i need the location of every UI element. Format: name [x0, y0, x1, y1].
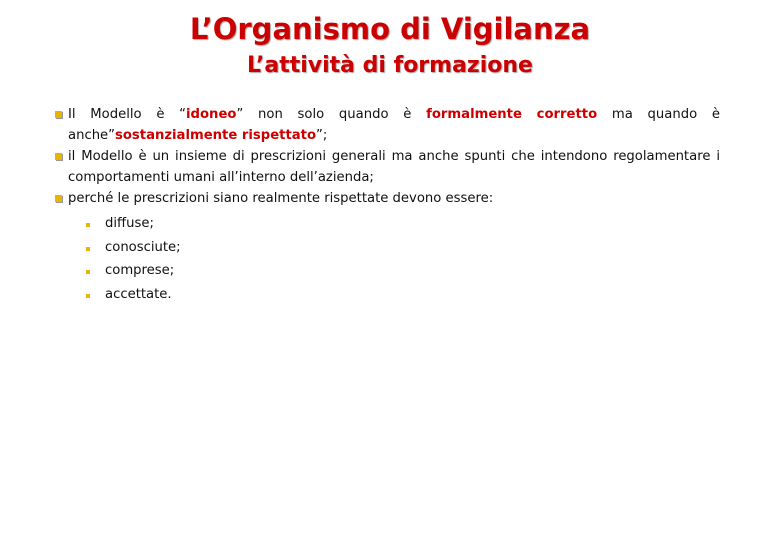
bullet-item-idoneo — [56, 104, 720, 146]
sub-bullet-list — [86, 212, 181, 306]
slide-title: L’Organismo di Vigilanza — [189, 12, 591, 46]
highlight-text: formalmente — [426, 107, 522, 122]
bullet-text: Il Modello è “ — [68, 107, 187, 122]
sub-item — [86, 259, 181, 283]
bullet-item-modello — [56, 146, 720, 188]
highlight-text: sostanzialmente rispettato — [115, 128, 317, 143]
small-square-bullet-icon — [86, 223, 90, 227]
bullet-text: ” non solo quando è — [236, 107, 427, 122]
square-bullet-icon — [55, 153, 62, 160]
small-square-bullet-icon — [86, 270, 90, 274]
bullet-text — [522, 107, 537, 122]
sub-item — [86, 283, 181, 307]
small-square-bullet-icon — [86, 247, 90, 251]
slide-subtitle: L’attività di formazione — [247, 53, 533, 78]
highlight-text: idoneo — [186, 107, 237, 122]
square-bullet-icon — [55, 195, 62, 202]
bullet-text: ma quando è anche” — [68, 107, 720, 143]
sub-item-text: accettate. — [105, 286, 172, 302]
bullet-text: perché le prescrizioni siano realmente rispettate devono essere: — [68, 191, 494, 206]
sub-item — [86, 212, 181, 236]
square-bullet-icon — [55, 111, 62, 118]
bullet-item-prescrizioni — [56, 188, 720, 209]
highlight-text: corretto — [536, 107, 598, 122]
sub-item — [86, 236, 181, 260]
bullet-list — [56, 104, 720, 209]
small-square-bullet-icon — [86, 294, 90, 298]
sub-item-text: diffuse; — [105, 216, 154, 231]
bullet-text: il Modello è un insieme di prescrizioni generali ma anche spunti che intendono regolamentare i comportamenti umani all’interno dell’azienda; — [68, 149, 720, 185]
sub-item-text: comprese; — [105, 263, 175, 278]
sub-item-text: conosciute; — [105, 239, 181, 255]
bullet-text: ”; — [316, 128, 328, 143]
